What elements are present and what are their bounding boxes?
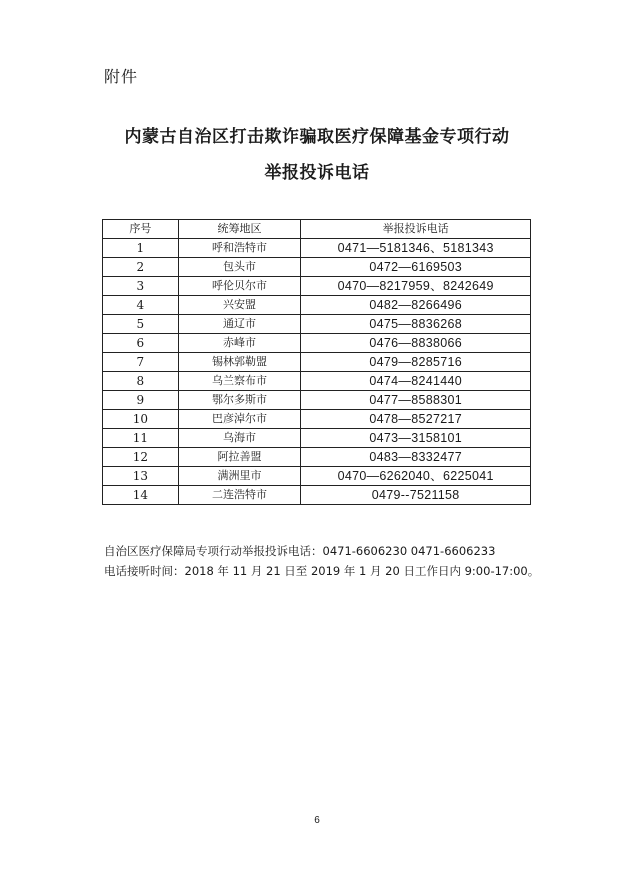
- header-region: 统筹地区: [178, 220, 301, 239]
- table-row: [103, 486, 531, 505]
- table-row: [103, 410, 531, 429]
- row-index: 4: [103, 296, 179, 315]
- row-phone: 0475—8836268: [301, 315, 531, 334]
- row-phone: 0483—8332477: [301, 448, 531, 467]
- row-index: 14: [103, 486, 179, 505]
- row-region: 呼伦贝尔市: [178, 277, 301, 296]
- table-row: [103, 353, 531, 372]
- row-region: 赤峰市: [178, 334, 301, 353]
- row-index: 1: [103, 239, 179, 258]
- row-index: 3: [103, 277, 179, 296]
- row-phone: 0482—8266496: [301, 296, 531, 315]
- row-index: 8: [103, 372, 179, 391]
- row-index: 11: [103, 429, 179, 448]
- row-index: 6: [103, 334, 179, 353]
- row-phone: 0476—8838066: [301, 334, 531, 353]
- hotline-table: [102, 219, 531, 505]
- row-region: 鄂尔多斯市: [178, 391, 301, 410]
- service-hours-note: 电话接听时间：2018 年 11 月 21 日至 2019 年 1 月 20 日工作日内 9:00-17:00。: [104, 564, 540, 578]
- table-row: [103, 448, 531, 467]
- row-phone: 0479--7521158: [301, 486, 531, 505]
- row-region: 通辽市: [178, 315, 301, 334]
- table-row: [103, 258, 531, 277]
- bureau-hotline-note: 自治区医疗保障局专项行动举报投诉电话：0471-6606230 0471-6606233: [104, 544, 496, 558]
- row-region: 乌兰察布市: [178, 372, 301, 391]
- row-region: 包头市: [178, 258, 301, 277]
- row-region: 巴彦淖尔市: [178, 410, 301, 429]
- row-phone: 0477—8588301: [301, 391, 531, 410]
- table-row: [103, 372, 531, 391]
- document-title: 内蒙古自治区打击欺诈骗取医疗保障基金专项行动: [124, 127, 510, 147]
- row-index: 2: [103, 258, 179, 277]
- row-phone: 0473—3158101: [301, 429, 531, 448]
- row-region: 满洲里市: [178, 467, 301, 486]
- row-index: 5: [103, 315, 179, 334]
- row-region: 呼和浩特市: [178, 239, 301, 258]
- table-row: [103, 391, 531, 410]
- row-phone: 0470—8217959、8242649: [301, 277, 531, 296]
- row-index: 7: [103, 353, 179, 372]
- row-index: 12: [103, 448, 179, 467]
- row-phone: 0470—6262040、6225041: [301, 467, 531, 486]
- table-row: [103, 239, 531, 258]
- row-index: 13: [103, 467, 179, 486]
- header-phone: 举报投诉电话: [301, 220, 531, 239]
- row-region: 二连浩特市: [178, 486, 301, 505]
- table-header-row: [103, 220, 531, 239]
- table-row: [103, 429, 531, 448]
- row-index: 9: [103, 391, 179, 410]
- row-phone: 0479—8285716: [301, 353, 531, 372]
- page-number: 6: [314, 815, 320, 826]
- row-region: 阿拉善盟: [178, 448, 301, 467]
- header-index: 序号: [103, 220, 179, 239]
- row-region: 乌海市: [178, 429, 301, 448]
- row-region: 锡林郭勒盟: [178, 353, 301, 372]
- row-phone: 0472—6169503: [301, 258, 531, 277]
- row-phone: 0474—8241440: [301, 372, 531, 391]
- row-index: 10: [103, 410, 179, 429]
- row-region: 兴安盟: [178, 296, 301, 315]
- table-row: [103, 296, 531, 315]
- row-phone: 0478—8527217: [301, 410, 531, 429]
- table-row: [103, 467, 531, 486]
- table-row: [103, 315, 531, 334]
- table-row: [103, 334, 531, 353]
- table-row: [103, 277, 531, 296]
- document-subtitle: 举报投诉电话: [264, 163, 370, 183]
- annex-label: 附件: [104, 67, 139, 86]
- row-phone: 0471—5181346、5181343: [301, 239, 531, 258]
